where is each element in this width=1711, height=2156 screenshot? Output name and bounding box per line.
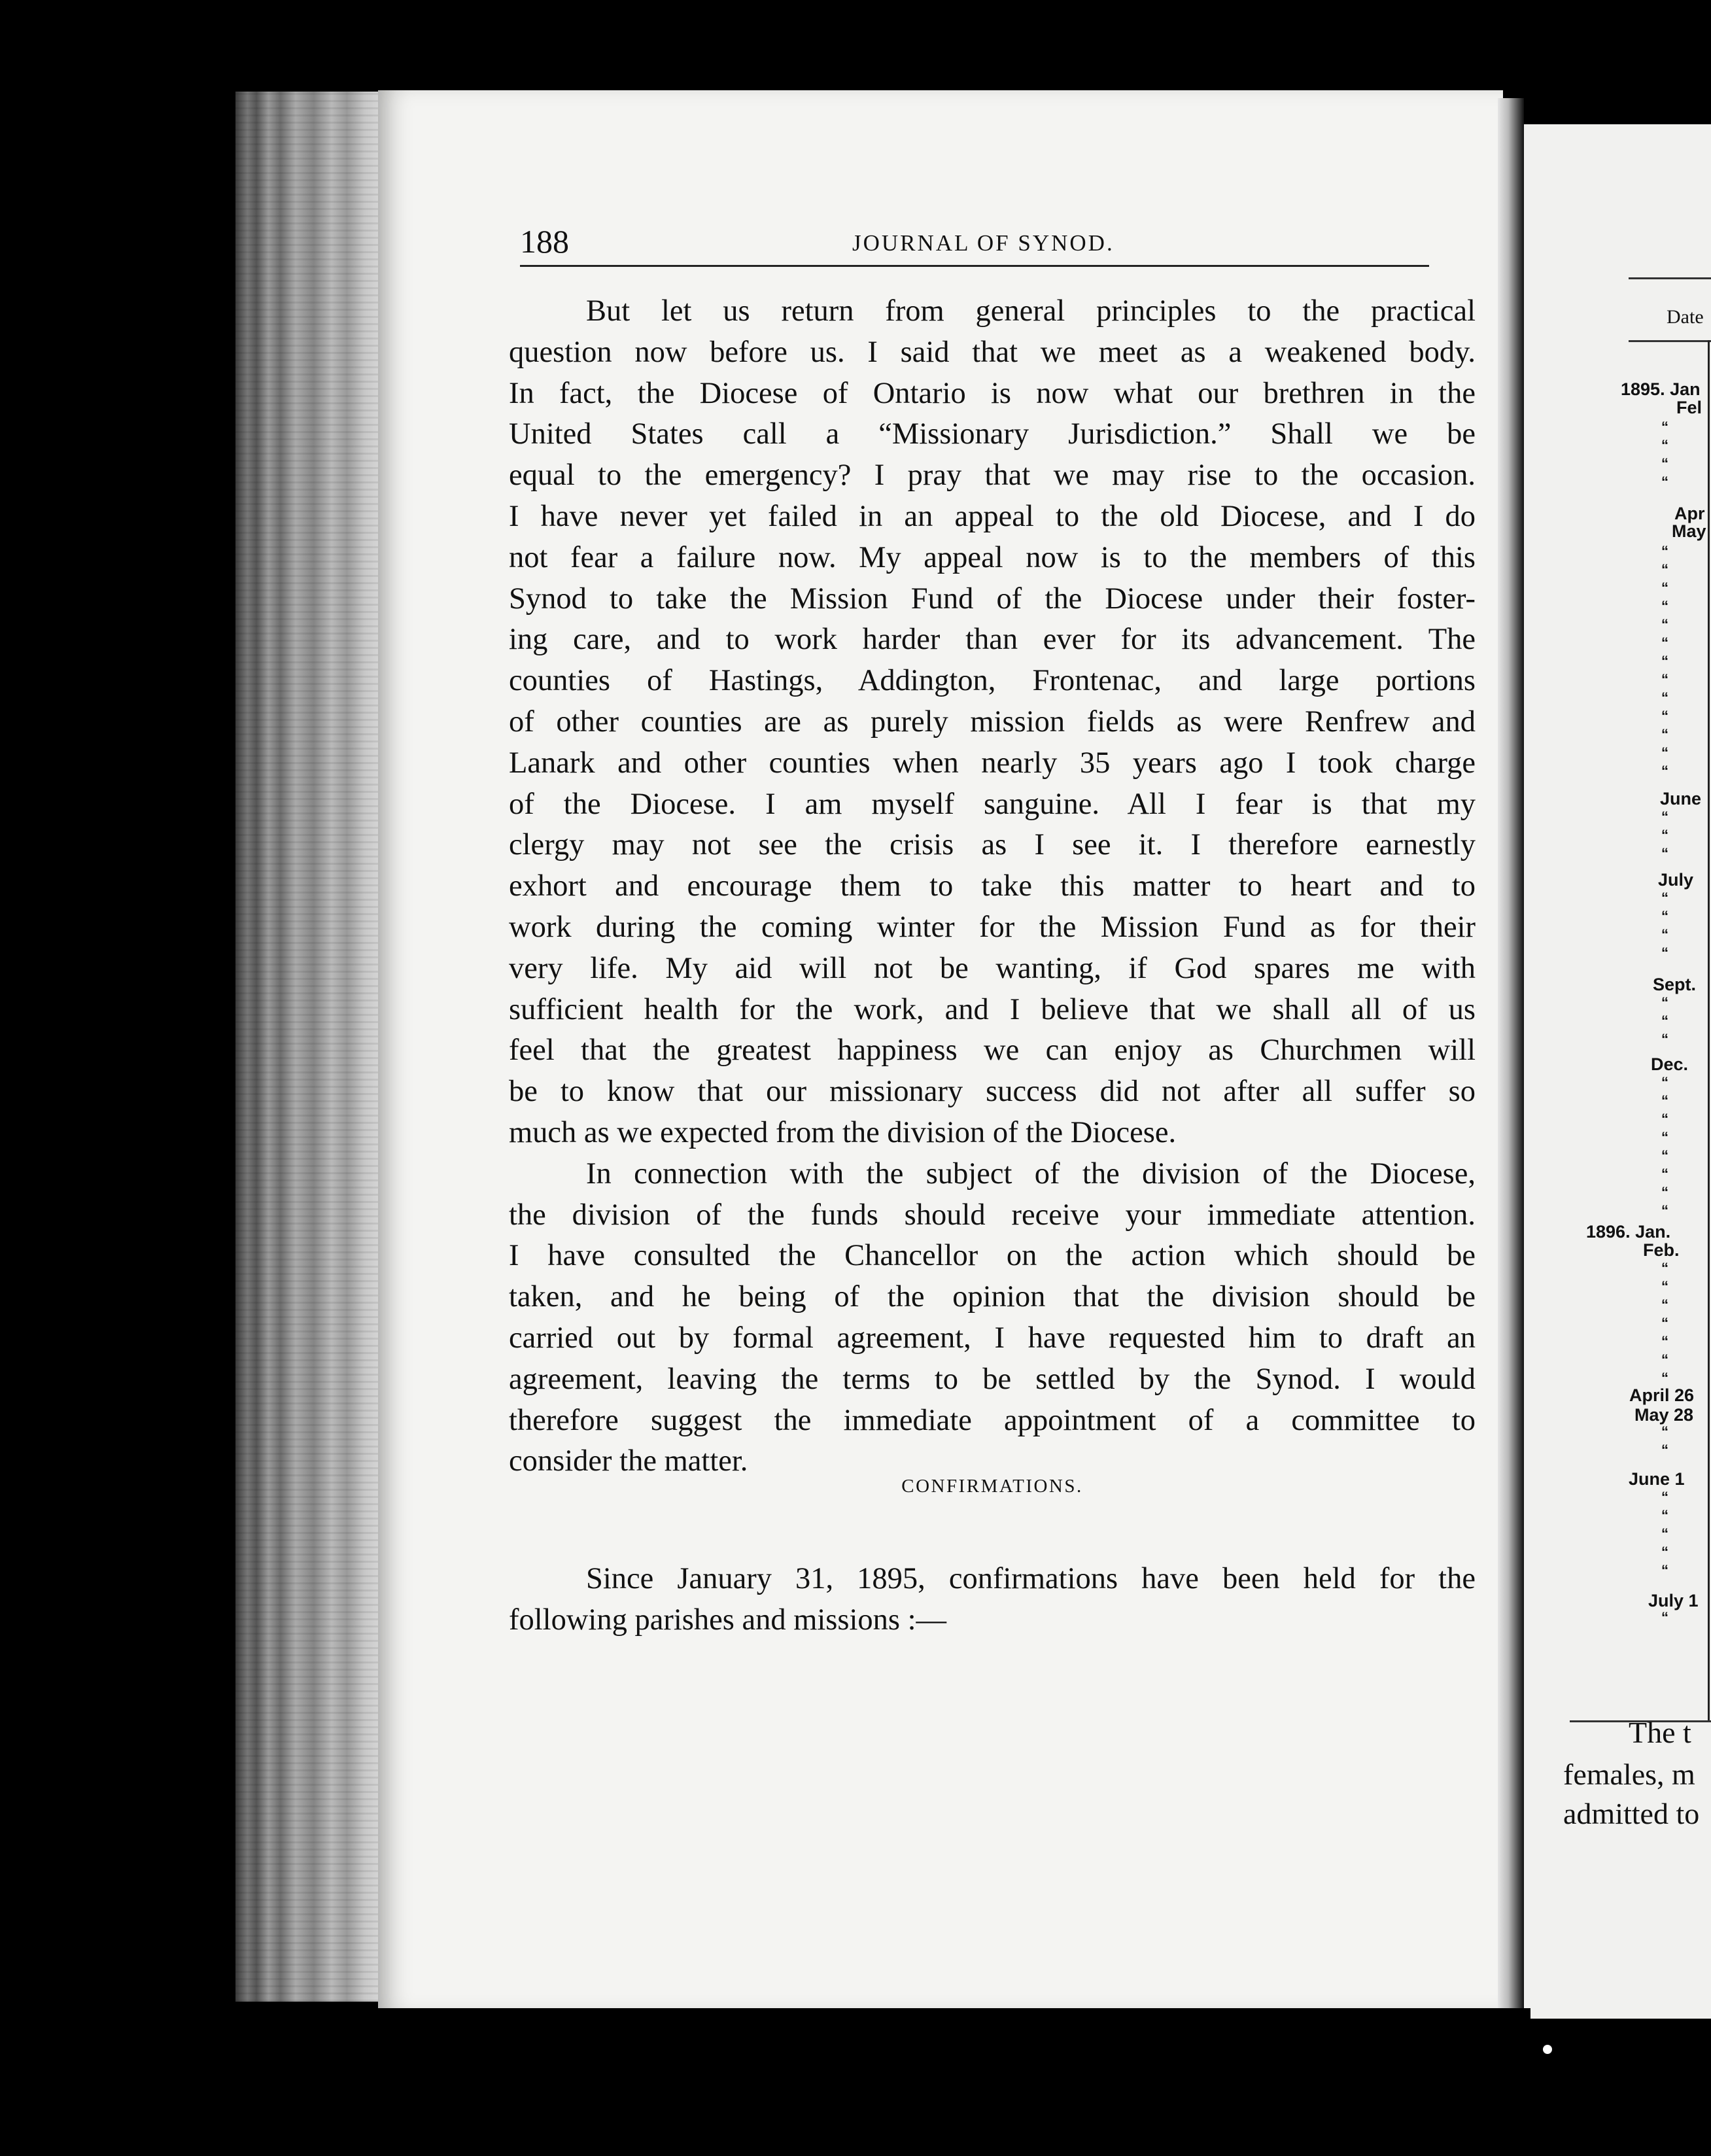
ditto-mark: “ (1661, 1260, 1668, 1276)
text-line: clergy may not see the crisis as I see it. I therefore earnestly (509, 828, 1476, 862)
ditto-mark: “ (1661, 455, 1668, 472)
ditto-mark: “ (1661, 1525, 1668, 1542)
text-line: ing care, and to work harder than ever for its advancement. The (509, 623, 1476, 657)
text-line: of the Diocese. I am myself sanguine. All I fear is that my (509, 787, 1476, 821)
text-line: taken, and he being of the opinion that the division should be (509, 1280, 1476, 1314)
text-line: be to know that our missionary success did not after all suffer so (509, 1075, 1476, 1109)
right-page-date: 1896. Jan. (1586, 1222, 1671, 1242)
ditto-mark: “ (1661, 1111, 1668, 1127)
right-page-date: April 26 (1629, 1385, 1695, 1405)
ditto-mark: “ (1661, 1507, 1668, 1523)
section-heading-confirmations: CONFIRMATIONS. (901, 1476, 1083, 1497)
ditto-mark: “ (1661, 1489, 1668, 1505)
ditto-mark: “ (1661, 1370, 1668, 1386)
text-line: much as we expected from the division of the Diocese. (509, 1115, 1177, 1149)
right-page-date: July (1658, 870, 1694, 890)
ditto-mark: “ (1661, 1278, 1668, 1295)
book-gutter (1498, 98, 1524, 2028)
text-line: equal to the emergency? I pray that we may rise to the occasion. (509, 459, 1476, 493)
ditto-mark: “ (1661, 1092, 1668, 1109)
ditto-mark: “ (1661, 1147, 1668, 1164)
text-line: very life. My aid will not be wanting, if God spares me with (509, 951, 1476, 985)
ditto-mark: “ (1661, 1315, 1668, 1331)
ditto-mark: “ (1661, 616, 1668, 633)
text-line: agreement, leaving the terms to be settled by the Synod. I would (509, 1362, 1476, 1396)
right-page-date: May (1672, 521, 1706, 541)
text-line: Synod to take the Mission Fund of the Diocese under their foster- (509, 582, 1476, 616)
ditto-mark: “ (1661, 635, 1668, 651)
right-page-date: Dec. (1651, 1054, 1689, 1074)
ditto-mark: “ (1661, 543, 1668, 559)
text-line: United States call a “Missionary Jurisdiction.” Shall we be (509, 417, 1476, 451)
right-page-rule-top (1629, 277, 1711, 279)
page-number: 188 (520, 223, 569, 260)
ditto-mark: “ (1661, 580, 1668, 596)
ditto-mark: “ (1661, 945, 1668, 961)
ditto-mark: “ (1661, 1333, 1668, 1349)
page-edges (235, 92, 386, 2002)
right-page-date: July 1 (1648, 1591, 1699, 1610)
text-line: consider the matter. (509, 1444, 748, 1478)
ditto-mark: “ (1661, 1031, 1668, 1047)
journal-title: JOURNAL OF SYNOD. (852, 230, 1115, 256)
text-line: But let us return from general principles to the practical (586, 294, 1476, 328)
ditto-mark: “ (1661, 1074, 1668, 1090)
ditto-mark: “ (1661, 1296, 1668, 1313)
ditto-mark: “ (1661, 671, 1668, 687)
right-page-date: June 1 (1629, 1469, 1685, 1489)
header-rule (520, 265, 1429, 267)
ditto-mark: “ (1661, 1351, 1668, 1368)
ditto-mark: “ (1661, 808, 1668, 825)
ditto-mark: “ (1661, 689, 1668, 706)
ditto-mark: “ (1661, 708, 1668, 724)
right-page-date: Apr (1674, 504, 1705, 523)
right-page-footer-line: admitted to (1563, 1797, 1700, 1830)
text-line: work during the coming winter for the Mission Fund as for their (509, 910, 1476, 944)
ditto-mark: “ (1661, 474, 1668, 490)
ditto-mark: “ (1661, 1423, 1668, 1440)
ditto-mark: “ (1661, 926, 1668, 943)
scan-background (235, 2008, 1530, 2156)
text-line: counties of Hastings, Addington, Frontenac, and large portions (509, 664, 1476, 698)
right-page-date: May 28 (1634, 1405, 1694, 1425)
running-head (520, 222, 1432, 268)
text-line: I have never yet failed in an appeal to the old Diocese, and I do (509, 499, 1476, 533)
ditto-mark: “ (1661, 1184, 1668, 1200)
ditto-mark: “ (1661, 1013, 1668, 1029)
ditto-mark: “ (1661, 726, 1668, 742)
text-line: Lanark and other counties when nearly 35 years ago I took charge (509, 746, 1476, 780)
confirmations-paragraph (509, 1559, 1476, 1641)
ditto-mark: “ (1661, 890, 1668, 906)
text-line: Since January 31, 1895, confirmations have been held for the (586, 1562, 1476, 1595)
text-line: feel that the greatest happiness we can enjoy as Churchmen will (509, 1034, 1476, 1068)
ditto-mark: “ (1661, 561, 1668, 578)
text-line: following parishes and missions :— (509, 1603, 947, 1637)
ditto-mark: “ (1661, 1562, 1668, 1578)
ditto-mark: “ (1661, 1544, 1668, 1560)
right-page-date: 1895. Jan (1621, 379, 1701, 399)
right-page-date: Sept. (1653, 975, 1697, 994)
text-line: exhort and encourage them to take this matter to heart and to (509, 869, 1476, 903)
text-line: sufficient health for the work, and I believe that we shall all of us (509, 992, 1476, 1026)
paragraph-division-of-funds (509, 1154, 1476, 1482)
ditto-mark: “ (1661, 845, 1668, 861)
right-page-rule-mid (1629, 340, 1711, 342)
body-text (509, 291, 1476, 1482)
text-line: not fear a failure now. My appeal now is to the members of this (509, 540, 1476, 574)
ditto-mark: “ (1661, 1129, 1668, 1145)
right-page-footer-line: The t (1629, 1716, 1691, 1749)
text-line: therefore suggest the immediate appointment of a committee to (509, 1403, 1476, 1437)
ditto-mark: “ (1661, 1166, 1668, 1182)
ditto-mark: “ (1661, 744, 1668, 761)
ditto-mark: “ (1661, 598, 1668, 614)
ditto-mark: “ (1661, 653, 1668, 669)
text-line: carried out by formal agreement, I have requested him to draft an (509, 1321, 1476, 1355)
right-page-date: Feb. (1643, 1240, 1680, 1260)
ditto-mark: “ (1661, 1202, 1668, 1219)
text-line: the division of the funds should receive your immediate attention. (509, 1198, 1476, 1232)
right-page-date: Fel (1676, 398, 1702, 417)
ditto-mark: “ (1661, 827, 1668, 843)
text-line: of other counties are as purely mission fields as were Renfrew and (509, 704, 1476, 739)
right-page-footer-line: females, m (1563, 1758, 1695, 1791)
ditto-mark: “ (1661, 908, 1668, 924)
ditto-mark: “ (1661, 1442, 1668, 1458)
ditto-mark: “ (1661, 1609, 1668, 1626)
text-line: question now before us. I said that we meet as a weakened body. (509, 335, 1476, 369)
paragraph-return-to-practical (509, 291, 1476, 1154)
text-line: In fact, the Diocese of Ontario is now what our brethren in the (509, 376, 1476, 410)
text-line: In connection with the subject of the division of the Diocese, (586, 1156, 1476, 1191)
text-line: I have consulted the Chancellor on the action which should be (509, 1239, 1476, 1273)
right-page-date: June (1660, 789, 1702, 808)
right-page-column-head: Date (1667, 306, 1704, 328)
ditto-mark: “ (1661, 419, 1668, 435)
ditto-mark: “ (1661, 437, 1668, 453)
scan-speck (1543, 2045, 1552, 2054)
right-page-column-rule (1708, 340, 1710, 1720)
ditto-mark: “ (1661, 763, 1668, 779)
ditto-mark: “ (1661, 994, 1668, 1011)
